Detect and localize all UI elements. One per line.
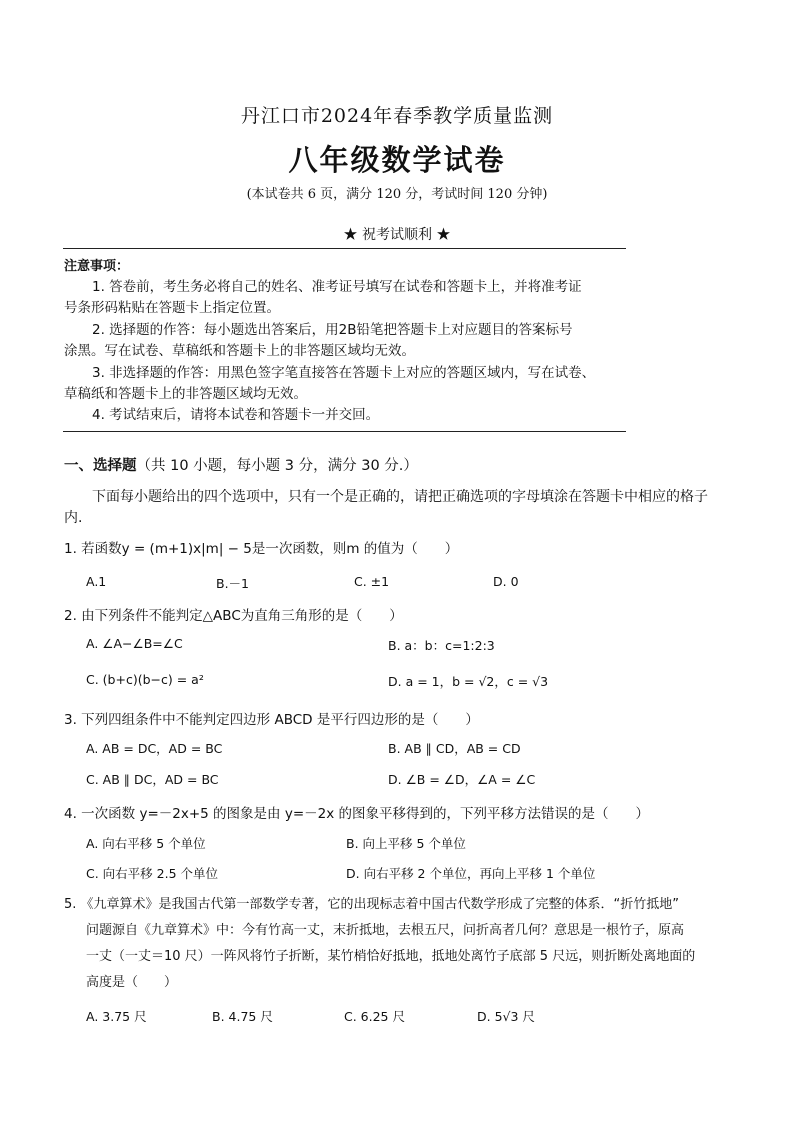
q4-option-c: C. 向右平移 2.5 个单位 (86, 866, 219, 881)
notice-line: 涂黑。写在试卷、草稿纸和答题卡上的非答题区域均无效。 (64, 343, 415, 359)
q3-option-b: B. AB ∥ CD，AB = CD (388, 741, 521, 756)
q5-option-b: B. 4.75 尺 (212, 1009, 273, 1024)
section-instruction-cont: 内. (64, 510, 83, 526)
q3-option-d: D. ∠B = ∠D，∠A = ∠C (388, 772, 536, 787)
q2-option-b: B. a：b：c=1:2:3 (388, 638, 495, 653)
question-1-stem: 1. 若函数y = (m+1)x|m| − 5是一次函数，则m 的值为（ ） (64, 541, 459, 557)
exam-title: 八年级数学试卷 (288, 143, 506, 177)
q4-option-a: A. 向右平移 5 个单位 (86, 836, 206, 851)
notice-line: 3. 非选择题的作答：用黑色签字笔直接答在答题卡上对应的答题区域内，写在试卷、 (92, 365, 596, 381)
bottom-divider (63, 431, 626, 432)
q1-option-d: D. 0 (493, 574, 519, 589)
q2-option-c: C. (b+c)(b−c) = a² (86, 672, 204, 687)
question-5-line: 5. 《九章算术》是我国古代第一部数学专著，它的出现标志着中国古代数学形成了完整的体系．“折竹抵地” (64, 897, 680, 912)
exam-info: (本试卷共 6 页，满分 120 分，考试时间 120 分钟) (246, 187, 548, 202)
q3-option-a: A. AB = DC，AD = BC (86, 741, 223, 756)
section-title: 一、选择题 (64, 458, 137, 474)
q1-option-c: C. ±1 (354, 574, 390, 589)
q1-option-b: B.－1 (216, 576, 250, 591)
question-2-stem: 2. 由下列条件不能判定△ABC为直角三角形的是（ ） (64, 608, 403, 624)
q2-option-d: D. a = 1，b = √2，c = √3 (388, 674, 549, 689)
exam-wish: ★ 祝考试顺利 ★ (343, 227, 451, 243)
q4-option-d: D. 向右平移 2 个单位，再向上平移 1 个单位 (346, 866, 596, 881)
notice-line: 1. 答卷前，考生务必将自己的姓名、准考证号填写在试卷和答题卡上，并将准考证 (92, 279, 582, 295)
exam-header-line: 丹江口市2024年春季教学质量监测 (240, 105, 554, 127)
notice-heading: 注意事项： (64, 259, 130, 274)
notice-line: 草稿纸和答题卡上的非答题区域均无效。 (64, 386, 307, 402)
question-5-line: 高度是（ ） (86, 975, 178, 990)
question-5-line: 一丈（一丈＝10 尺）一阵风将竹子折断，某竹梢恰好抵地，抵地处离竹子底部 5 尺远，则折断处离地面的 (86, 949, 696, 964)
notice-line: 号条形码粘贴在答题卡上指定位置。 (64, 300, 280, 316)
section-subtitle: （共 10 小题，每小题 3 分，满分 30 分.） (136, 458, 418, 474)
q1-option-a: A.1 (86, 574, 107, 589)
q5-option-a: A. 3.75 尺 (86, 1009, 147, 1024)
q2-option-a: A. ∠A−∠B=∠C (86, 636, 183, 651)
section-instruction: 下面每小题给出的四个选项中，只有一个是正确的，请把正确选项的字母填涂在答题卡中相应的格子 (92, 489, 708, 505)
q5-option-d: D. 5√3 尺 (477, 1009, 535, 1024)
notice-line: 4. 考试结束后，请将本试卷和答题卡一并交回。 (92, 407, 380, 423)
q3-option-c: C. AB ∥ DC，AD = BC (86, 772, 219, 787)
top-divider (63, 248, 626, 249)
notice-line: 2. 选择题的作答：每小题选出答案后，用2B铅笔把答题卡上对应题目的答案标号 (92, 322, 573, 338)
q5-option-c: C. 6.25 尺 (344, 1009, 405, 1024)
question-4-stem: 4. 一次函数 y=－2x+5 的图象是由 y=－2x 的图象平移得到的，下列平移方法错误的是（ ） (64, 806, 649, 822)
question-5-line: 问题源自《九章算术》中：今有竹高一丈，末折抵地，去根五尺，问折高者几何？意思是一根竹子，原高 (86, 923, 685, 938)
question-3-stem: 3. 下列四组条件中不能判定四边形 ABCD 是平行四边形的是（ ） (64, 712, 479, 728)
q4-option-b: B. 向上平移 5 个单位 (346, 836, 466, 851)
section-heading (64, 454, 418, 475)
